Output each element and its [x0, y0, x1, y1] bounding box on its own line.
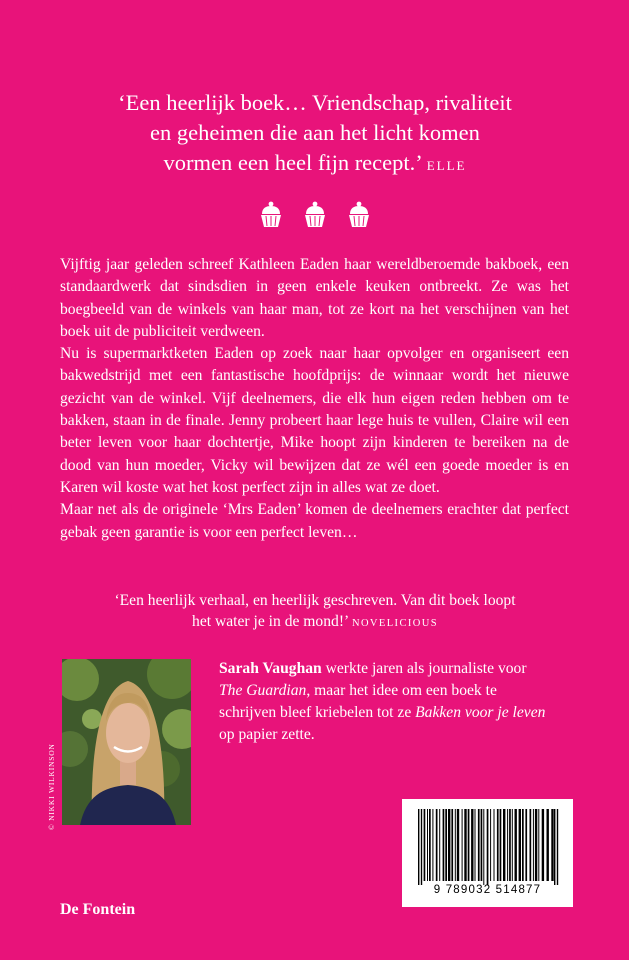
top-quote-line-2: en geheimen die aan het licht komen	[150, 120, 480, 145]
bio-text-1: werkte jaren als journaliste voor	[321, 660, 527, 677]
bottom-quote-line-2-wrap	[78, 611, 552, 634]
blurb-paragraph-3: Maar net als de originele ‘Mrs Eaden’ komen de deelnemers erachter dat perfect gebak geen garantie is voor een perfect leven…	[60, 501, 569, 541]
top-quote	[60, 88, 570, 181]
bottom-quote-line-1: ‘Een heerlijk verhaal, en heerlijk geschreven. Van dit boek loopt	[114, 592, 516, 609]
bottom-quote-source: NOVELICIOUS	[351, 618, 438, 629]
top-quote-line-1: ‘Een heerlijk boek… Vriendschap, rivaliteit	[118, 90, 512, 115]
cupcake-icon	[303, 200, 327, 228]
bio-newspaper: The Guardian	[219, 682, 307, 699]
top-quote-line-3	[60, 148, 570, 181]
cupcake-divider	[0, 200, 629, 228]
barcode	[402, 799, 573, 907]
cupcake-icon	[259, 200, 283, 228]
blurb-paragraph-1: Vijftig jaar geleden schreef Kathleen Eaden haar wereldberoemde bakboek, een standaardwerk dat sindsdien in geen enkele keuken ontbreekt. Ze was het boegbeeld van de winkels van haar man, tot ze kort na het verschijnen van het boek uit de publiciteit verdween.	[60, 256, 569, 340]
author-photo	[62, 659, 191, 825]
author-name: Sarah Vaughan	[219, 660, 322, 677]
bottom-quote	[78, 590, 552, 634]
blurb-paragraph-2: Nu is supermarktketen Eaden op zoek naar haar opvolger en organiseert een bakwedstrijd met een fantastische hoofdprijs: de winnaar wordt het nieuwe gezicht van de winkel. Vijf deelnemers, die elk hun eigen reden hebben om te bakken, staan in de finale. Jenny probeert haar lege huis te vullen, Claire wil een beter leven voor haar dochtertje, Mike hoopt zijn kinderen te bereiken na de dood van hun moeder, Vicky wil bewijzen dat ze wél een goede moeder is en Karen wil koste wat het kost perfect zijn in alles wat ze doet.	[60, 345, 569, 496]
publisher-name: De Fontein	[60, 901, 136, 918]
bio-book-title: Bakken voor je leven	[415, 704, 546, 721]
bottom-quote-line-2: het water je in de mond!’	[192, 613, 349, 630]
bio-text-3: op papier zette.	[219, 726, 315, 743]
cupcake-icon	[347, 200, 371, 228]
photo-credit: © NIKKI WILKINSON	[47, 743, 56, 830]
author-bio	[219, 658, 549, 746]
top-quote-source: ELLE	[426, 158, 467, 173]
top-quote-line-3-text: vormen een heel fijn recept.’	[163, 150, 422, 175]
book-blurb	[60, 254, 569, 544]
bio-text-2: , maar het idee om een boek te schrijven bleef kriebelen tot ze	[219, 682, 497, 721]
isbn-digits: 9 789032 514877	[433, 884, 542, 896]
